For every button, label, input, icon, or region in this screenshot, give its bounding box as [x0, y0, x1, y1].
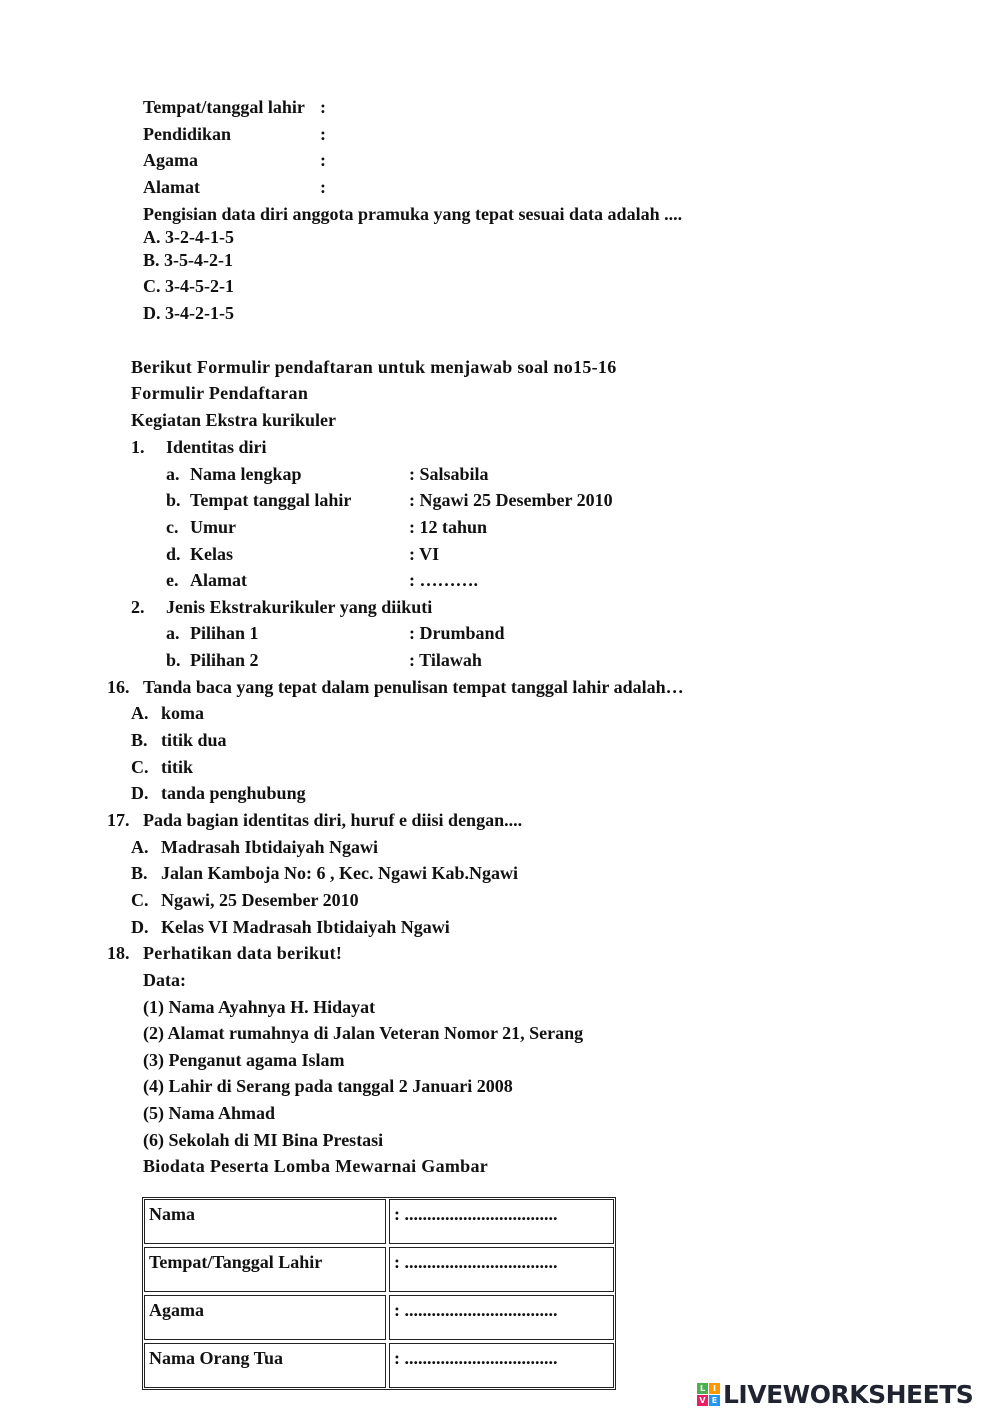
field-label-religion: Agama — [143, 150, 198, 170]
item-label: Kelas — [190, 544, 233, 564]
field-colon: : — [320, 150, 326, 170]
question-stem: Pengisian data diri anggota pramuka yang tepat sesuai data adalah .... — [143, 204, 683, 224]
table-cell-label: Tempat/Tanggal Lahir — [144, 1247, 386, 1292]
brand-wordmark: LIVEWORKSHEETS — [723, 1379, 974, 1409]
item-letter: d. — [166, 544, 181, 564]
item-label: Umur — [190, 517, 236, 537]
option-text: titik — [161, 757, 194, 777]
table-cell-label: Nama Orang Tua — [144, 1343, 386, 1388]
data-item: (3) Penganut agama Islam — [143, 1050, 345, 1070]
question-number: 18. — [107, 943, 130, 963]
item-letter: a. — [166, 464, 180, 484]
table-row — [144, 1295, 614, 1340]
table-cell-value: : .................................. — [389, 1295, 614, 1340]
option-text: Jalan Kamboja No: 6 , Kec. Ngawi Kab.Ngawi — [161, 863, 518, 883]
section-title-extracurricular: Jenis Ekstrakurikuler yang diikuti — [166, 597, 433, 617]
form-intro: Berikut Formulir pendaftaran untuk menjawab soal no15-16 — [131, 357, 617, 377]
question-stem: Tanda baca yang tepat dalam penulisan tempat tanggal lahir adalah… — [143, 677, 684, 697]
item-letter: e. — [166, 570, 179, 590]
option-text: Kelas VI Madrasah Ibtidaiyah Ngawi — [161, 917, 450, 937]
table-cell-value: : .................................. — [389, 1343, 614, 1388]
question-number: 16. — [107, 677, 130, 697]
data-item: (2) Alamat rumahnya di Jalan Veteran Nomor 21, Serang — [143, 1023, 584, 1043]
question-number: 17. — [107, 810, 130, 830]
section-number: 1. — [131, 437, 145, 457]
item-letter: b. — [166, 490, 181, 510]
section-number: 2. — [131, 597, 145, 617]
item-label: Alamat — [190, 570, 247, 590]
table-cell-label: Agama — [144, 1295, 386, 1340]
field-colon: : — [320, 177, 326, 197]
item-value: : Salsabila — [409, 464, 489, 484]
item-letter: c. — [166, 517, 179, 537]
option-letter: C. — [131, 757, 149, 777]
option-text: tanda penghubung — [161, 783, 306, 803]
data-label: Data: — [143, 970, 186, 990]
logo-tile: V — [697, 1395, 708, 1406]
item-letter: b. — [166, 650, 181, 670]
answer-option: C. 3-4-5-2-1 — [143, 276, 234, 296]
answer-option: D. 3-4-2-1-5 — [143, 303, 234, 323]
item-value: : VI — [409, 544, 440, 564]
option-letter: B. — [131, 863, 148, 883]
option-letter: D. — [131, 917, 149, 937]
table-row — [144, 1343, 614, 1388]
form-subtitle: Kegiatan Ekstra kurikuler — [131, 410, 337, 430]
liveworksheets-logo — [697, 1380, 973, 1408]
item-label: Tempat tanggal lahir — [190, 490, 352, 510]
option-letter: D. — [131, 783, 149, 803]
logo-tile: I — [709, 1383, 720, 1394]
item-label: Nama lengkap — [190, 464, 302, 484]
field-label-birth: Tempat/tanggal lahir — [143, 97, 305, 117]
form-title: Formulir Pendaftaran — [131, 383, 309, 403]
answer-option: B. 3-5-4-2-1 — [143, 250, 233, 270]
item-label: Pilihan 2 — [190, 650, 259, 670]
data-item: (4) Lahir di Serang pada tanggal 2 Januari 2008 — [143, 1076, 513, 1096]
field-label-education: Pendidikan — [143, 124, 232, 144]
item-value: : Tilawah — [409, 650, 482, 670]
field-colon: : — [320, 124, 326, 144]
option-letter: B. — [131, 730, 148, 750]
table-cell-label: Nama — [144, 1199, 386, 1244]
section-title-identity: Identitas diri — [166, 437, 267, 457]
option-letter: A. — [131, 703, 149, 723]
question-stem: Perhatikan data berikut! — [143, 943, 343, 963]
table-cell-value: : .................................. — [389, 1199, 614, 1244]
item-letter: a. — [166, 623, 180, 643]
biodata-table — [142, 1197, 616, 1390]
logo-tile: E — [709, 1395, 720, 1406]
field-colon: : — [320, 97, 326, 117]
answer-option: A. 3-2-4-1-5 — [143, 227, 234, 247]
field-label-address: Alamat — [143, 177, 200, 197]
data-item: (5) Nama Ahmad — [143, 1103, 276, 1123]
option-text: Ngawi, 25 Desember 2010 — [161, 890, 359, 910]
data-item: (6) Sekolah di MI Bina Prestasi — [143, 1130, 384, 1150]
option-text: Madrasah Ibtidaiyah Ngawi — [161, 837, 379, 857]
table-cell-value: : .................................. — [389, 1247, 614, 1292]
item-value: : Ngawi 25 Desember 2010 — [409, 490, 613, 510]
item-value: : Drumband — [409, 623, 505, 643]
option-letter: A. — [131, 837, 149, 857]
logo-tile: L — [697, 1383, 708, 1394]
logo-tiles-icon — [697, 1383, 720, 1406]
option-text: koma — [161, 703, 205, 723]
table-row — [144, 1247, 614, 1292]
table-row — [144, 1199, 614, 1244]
item-value: : 12 tahun — [409, 517, 488, 537]
biodata-title: Biodata Peserta Lomba Mewarnai Gambar — [143, 1156, 489, 1176]
option-letter: C. — [131, 890, 149, 910]
data-item: (1) Nama Ayahnya H. Hidayat — [143, 997, 376, 1017]
question-stem: Pada bagian identitas diri, huruf e diisi dengan.... — [143, 810, 523, 830]
item-label: Pilihan 1 — [190, 623, 259, 643]
option-text: titik dua — [161, 730, 227, 750]
item-value: : ………. — [409, 570, 478, 590]
